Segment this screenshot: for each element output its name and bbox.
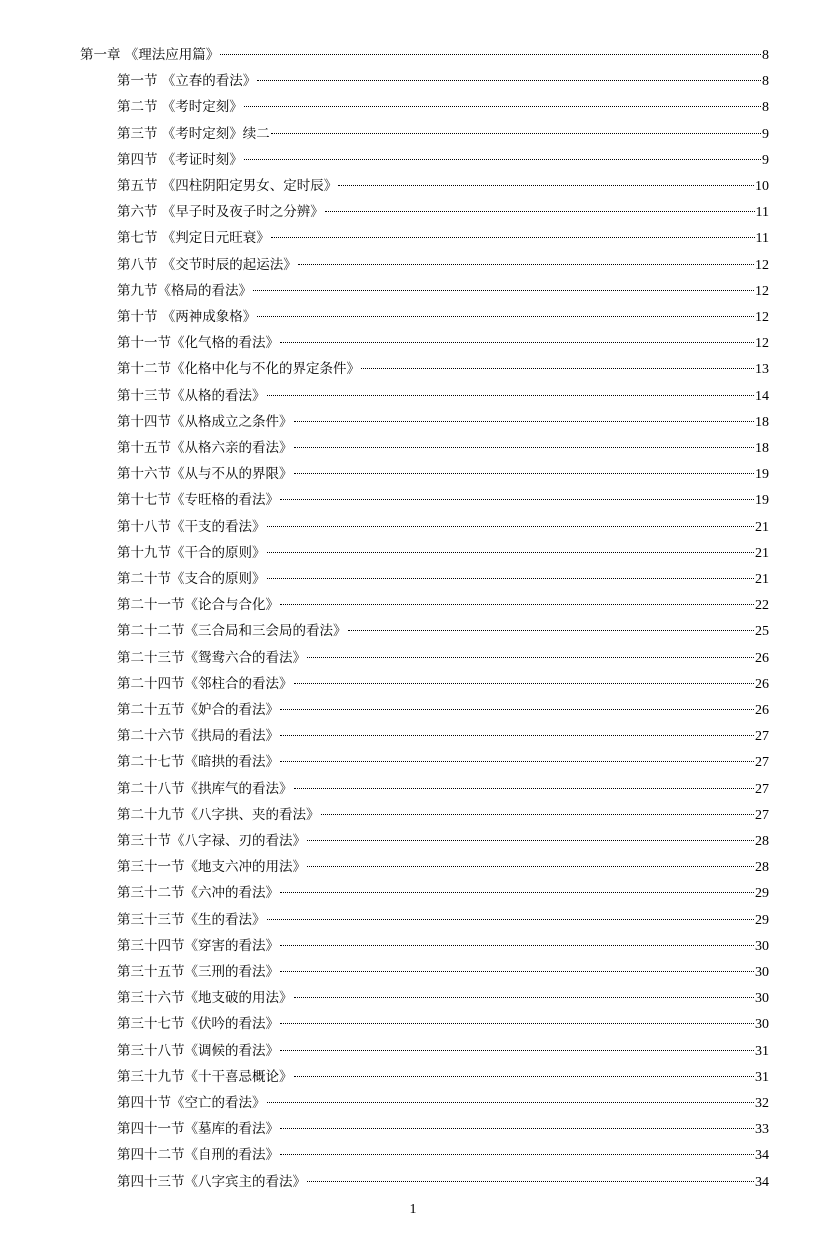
toc-entry-page: 12: [755, 310, 769, 325]
toc-entry-page: 26: [755, 703, 769, 718]
toc-section-entry[interactable]: [117, 435, 769, 461]
toc-entry-page: 8: [762, 74, 769, 90]
toc-section-entry[interactable]: [117, 199, 769, 225]
toc-entry-page: 27: [755, 807, 769, 823]
dot-leader: [280, 709, 754, 710]
dot-leader: [280, 1050, 754, 1051]
dot-leader: [267, 526, 755, 527]
dot-leader: [280, 342, 754, 343]
toc-section-entry[interactable]: [117, 907, 769, 933]
dot-leader: [325, 211, 755, 212]
toc-entry-title: 第三十五节《三刑的看法》: [117, 964, 279, 980]
dot-leader: [307, 1181, 754, 1182]
toc-entry-page: 32: [755, 1096, 769, 1111]
dot-leader: [338, 185, 754, 186]
toc-section-entry[interactable]: [117, 802, 769, 828]
toc-entry-page: 29: [755, 912, 769, 928]
toc-section-entry[interactable]: [117, 618, 769, 644]
toc-entry-page: 9: [762, 152, 769, 168]
toc-entry-page: 21: [755, 519, 769, 535]
toc-section-entry[interactable]: [117, 1169, 769, 1195]
toc-section-entry[interactable]: [117, 749, 769, 775]
dot-leader: [257, 316, 754, 317]
dot-leader: [280, 1128, 754, 1129]
toc-section-entry[interactable]: [117, 723, 769, 749]
dot-leader: [294, 473, 755, 474]
toc-section-entry[interactable]: [117, 461, 769, 487]
toc-entry-title: 第六节 《早子时及夜子时之分辨》: [117, 204, 324, 221]
toc-entry-title: 第二十八节《拱库气的看法》: [117, 780, 293, 797]
dot-leader: [294, 447, 755, 448]
toc-section-entry[interactable]: [117, 330, 769, 356]
toc-section-entry[interactable]: [117, 566, 769, 592]
toc-section-entry[interactable]: [117, 1116, 769, 1142]
dot-leader: [280, 945, 754, 946]
toc-entry-page: 19: [755, 467, 769, 483]
toc-section-entry[interactable]: [117, 671, 769, 697]
toc-entry-page: 8: [762, 48, 769, 63]
toc-entry-title: 第十节 《两神成象格》: [117, 309, 257, 325]
toc-entry-page: 30: [755, 1017, 769, 1033]
dot-leader: [280, 604, 754, 605]
toc-entry-title: 第三十三节《生的看法》: [117, 911, 266, 928]
dot-leader: [267, 919, 755, 920]
toc-entry-title: 第九节《格局的看法》: [117, 282, 252, 299]
toc-entry-page: 33: [755, 1122, 769, 1138]
toc-entry-page: 10: [755, 179, 769, 194]
toc-entry-title: 第二十六节《拱局的看法》: [117, 728, 279, 745]
toc-entry-title: 第四节 《考证时刻》: [117, 151, 243, 168]
dot-leader: [253, 290, 754, 291]
toc-entry-title: 第四十二节《自刑的看法》: [117, 1147, 279, 1164]
toc-entry-page: 22: [755, 598, 769, 614]
toc-entry-title: 第十四节《从格成立之条件》: [117, 413, 293, 430]
toc-entry-page: 21: [755, 545, 769, 561]
toc-entry-title: 第三十节《八字禄、刃的看法》: [117, 833, 306, 849]
toc-entry-page: 13: [755, 362, 769, 378]
toc-section-entry[interactable]: [117, 278, 769, 304]
toc-entry-page: 18: [755, 414, 769, 430]
dot-leader: [348, 630, 755, 631]
toc-section-entry[interactable]: [117, 776, 769, 802]
toc-entry-title: 第十八节《干支的看法》: [117, 518, 266, 535]
dot-leader: [361, 368, 754, 369]
toc-entry-title: 第三节 《考时定刻》续二: [117, 125, 270, 142]
toc-entry-title: 第十六节《从与不从的界限》: [117, 466, 293, 483]
toc-entry-title: 第二十三节《鸳鸯六合的看法》: [117, 649, 306, 666]
toc-entry-page: 12: [755, 257, 769, 273]
dot-leader: [307, 657, 754, 658]
toc-section-entry[interactable]: [117, 1011, 769, 1037]
toc-entry-page: 9: [762, 126, 769, 142]
toc-entry-page: 12: [755, 336, 769, 352]
dot-leader: [294, 1076, 755, 1077]
toc-entry-page: 11: [755, 231, 769, 247]
toc-entry-title: 第二十一节《论合与合化》: [117, 597, 279, 614]
dot-leader: [280, 1023, 754, 1024]
dot-leader: [244, 159, 761, 160]
toc-entry-page: 29: [755, 886, 769, 902]
toc-entry-page: 21: [755, 572, 769, 587]
toc-section-entry[interactable]: [117, 121, 769, 147]
toc-entry-title: 第三十九节《十干喜忌概论》: [117, 1068, 293, 1085]
toc-entry-title: 第十三节《从格的看法》: [117, 387, 266, 404]
page-number: 1: [409, 1202, 417, 1217]
toc-entry-title: 第二十二节《三合局和三会局的看法》: [117, 623, 347, 640]
dot-leader: [294, 997, 755, 998]
toc-entry-page: 31: [755, 1043, 769, 1059]
toc-section-entry[interactable]: [117, 959, 769, 985]
dot-leader: [267, 552, 755, 553]
dot-leader: [280, 761, 754, 762]
toc-entry-title: 第三十八节《调候的看法》: [117, 1042, 279, 1059]
dot-leader: [294, 788, 755, 789]
toc-entry-title: 第四十一节《墓库的看法》: [117, 1121, 279, 1138]
dot-leader: [298, 264, 754, 265]
toc-section-entry[interactable]: [117, 1090, 769, 1116]
toc-entry-page: 26: [755, 650, 769, 666]
toc-section-entry[interactable]: [117, 1038, 769, 1064]
toc-section-entry[interactable]: [117, 173, 769, 199]
toc-entry-page: 12: [755, 283, 769, 299]
toc-entry-title: 第二十节《支合的原则》: [117, 571, 266, 587]
toc-section-entry[interactable]: [117, 409, 769, 435]
dot-leader: [267, 395, 755, 396]
toc-entry-title: 第二十七节《暗拱的看法》: [117, 754, 279, 771]
toc-entry-title: 第一章 《理法应用篇》: [80, 47, 220, 63]
toc-section-entry[interactable]: [117, 514, 769, 540]
dot-leader: [220, 54, 761, 55]
toc-section-entry[interactable]: [117, 933, 769, 959]
toc-section-entry[interactable]: [117, 147, 769, 173]
toc-entry-page: 18: [755, 441, 769, 456]
toc-entry-page: 25: [755, 624, 769, 640]
toc-section-entry[interactable]: [117, 487, 769, 513]
toc-entry-page: 34: [755, 1174, 769, 1190]
toc-section-entry[interactable]: [117, 68, 769, 94]
toc-section-entry[interactable]: [117, 540, 769, 566]
toc-section-entry[interactable]: [117, 356, 769, 382]
toc-entry-title: 第四十三节《八字宾主的看法》: [117, 1173, 306, 1190]
toc-entry-title: 第二节 《考时定刻》: [117, 99, 243, 116]
dot-leader: [280, 1154, 754, 1155]
dot-leader: [280, 971, 754, 972]
toc-section-entry[interactable]: [117, 94, 769, 120]
toc-entry-page: 30: [755, 991, 769, 1007]
toc-entry-title: 第一节 《立春的看法》: [117, 73, 257, 90]
toc-entry-title: 第十五节《从格六亲的看法》: [117, 440, 293, 456]
toc-entry-title: 第三十二节《六冲的看法》: [117, 885, 279, 902]
dot-leader: [267, 1102, 755, 1103]
toc-section-entry[interactable]: [117, 304, 769, 330]
toc-section-entry[interactable]: [117, 645, 769, 671]
dot-leader: [280, 499, 754, 500]
toc-entry-title: 第三十一节《地支六冲的用法》: [117, 859, 306, 876]
toc-entry-page: 27: [755, 781, 769, 797]
dot-leader: [244, 106, 761, 107]
toc-entry-page: 27: [755, 729, 769, 745]
toc-entry-title: 第十一节《化气格的看法》: [117, 335, 279, 352]
dot-leader: [280, 892, 754, 893]
toc-section-entry[interactable]: [117, 1142, 769, 1168]
dot-leader: [294, 421, 755, 422]
toc-entry-title: 第十九节《干合的原则》: [117, 544, 266, 561]
dot-leader: [257, 80, 761, 81]
toc-entry-page: 34: [755, 1148, 769, 1164]
toc-entry-title: 第二十五节《妒合的看法》: [117, 702, 279, 718]
toc-section-entry[interactable]: [117, 985, 769, 1011]
toc-entry-title: 第八节 《交节时辰的起运法》: [117, 256, 297, 273]
dot-leader: [294, 683, 755, 684]
toc-entry-page: 31: [755, 1069, 769, 1085]
toc-entry-title: 第七节 《判定日元旺衰》: [117, 230, 270, 247]
toc-section-entry[interactable]: [117, 252, 769, 278]
toc-section-entry[interactable]: [117, 854, 769, 880]
toc-entry-page: 28: [755, 860, 769, 876]
toc-entry-title: 第三十七节《伏吟的看法》: [117, 1016, 279, 1033]
toc-entry-title: 第五节 《四柱阴阳定男女、定时辰》: [117, 178, 338, 194]
toc-entry-page: 19: [755, 493, 769, 509]
toc-entry-page: 30: [755, 965, 769, 980]
toc-section-entry[interactable]: [117, 828, 769, 854]
toc-section-entry[interactable]: [117, 697, 769, 723]
dot-leader: [267, 578, 755, 579]
dot-leader: [271, 133, 761, 134]
toc-section-entry[interactable]: [117, 383, 769, 409]
dot-leader: [307, 866, 754, 867]
toc-entry-title: 第三十六节《地支破的用法》: [117, 990, 293, 1007]
toc-entry-page: 14: [755, 388, 769, 404]
toc-section-entry[interactable]: [117, 225, 769, 251]
toc-entry-page: 27: [755, 755, 769, 771]
toc-entry-title: 第十七节《专旺格的看法》: [117, 492, 279, 509]
dot-leader: [271, 237, 755, 238]
toc-entry-title: 第三十四节《穿害的看法》: [117, 937, 279, 954]
dot-leader: [307, 840, 754, 841]
toc-entry-title: 第二十四节《邻柱合的看法》: [117, 675, 293, 692]
toc-entry-page: 26: [755, 676, 769, 692]
toc-entry-page: 28: [755, 834, 769, 849]
toc-entry-page: 8: [762, 100, 769, 116]
toc-entry-page: 30: [755, 938, 769, 954]
toc-section-entry[interactable]: [117, 592, 769, 618]
toc-entry-title: 第四十节《空亡的看法》: [117, 1095, 266, 1111]
dot-leader: [280, 735, 754, 736]
toc-entry-page: 11: [755, 205, 769, 221]
dot-leader: [321, 814, 755, 815]
toc-chapter-entry[interactable]: [80, 42, 769, 68]
toc-section-entry[interactable]: [117, 1064, 769, 1090]
toc-section-entry[interactable]: [117, 880, 769, 906]
toc-entry-title: 第二十九节《八字拱、夹的看法》: [117, 806, 320, 823]
toc-entry-title: 第十二节《化格中化与不化的界定条件》: [117, 361, 360, 378]
